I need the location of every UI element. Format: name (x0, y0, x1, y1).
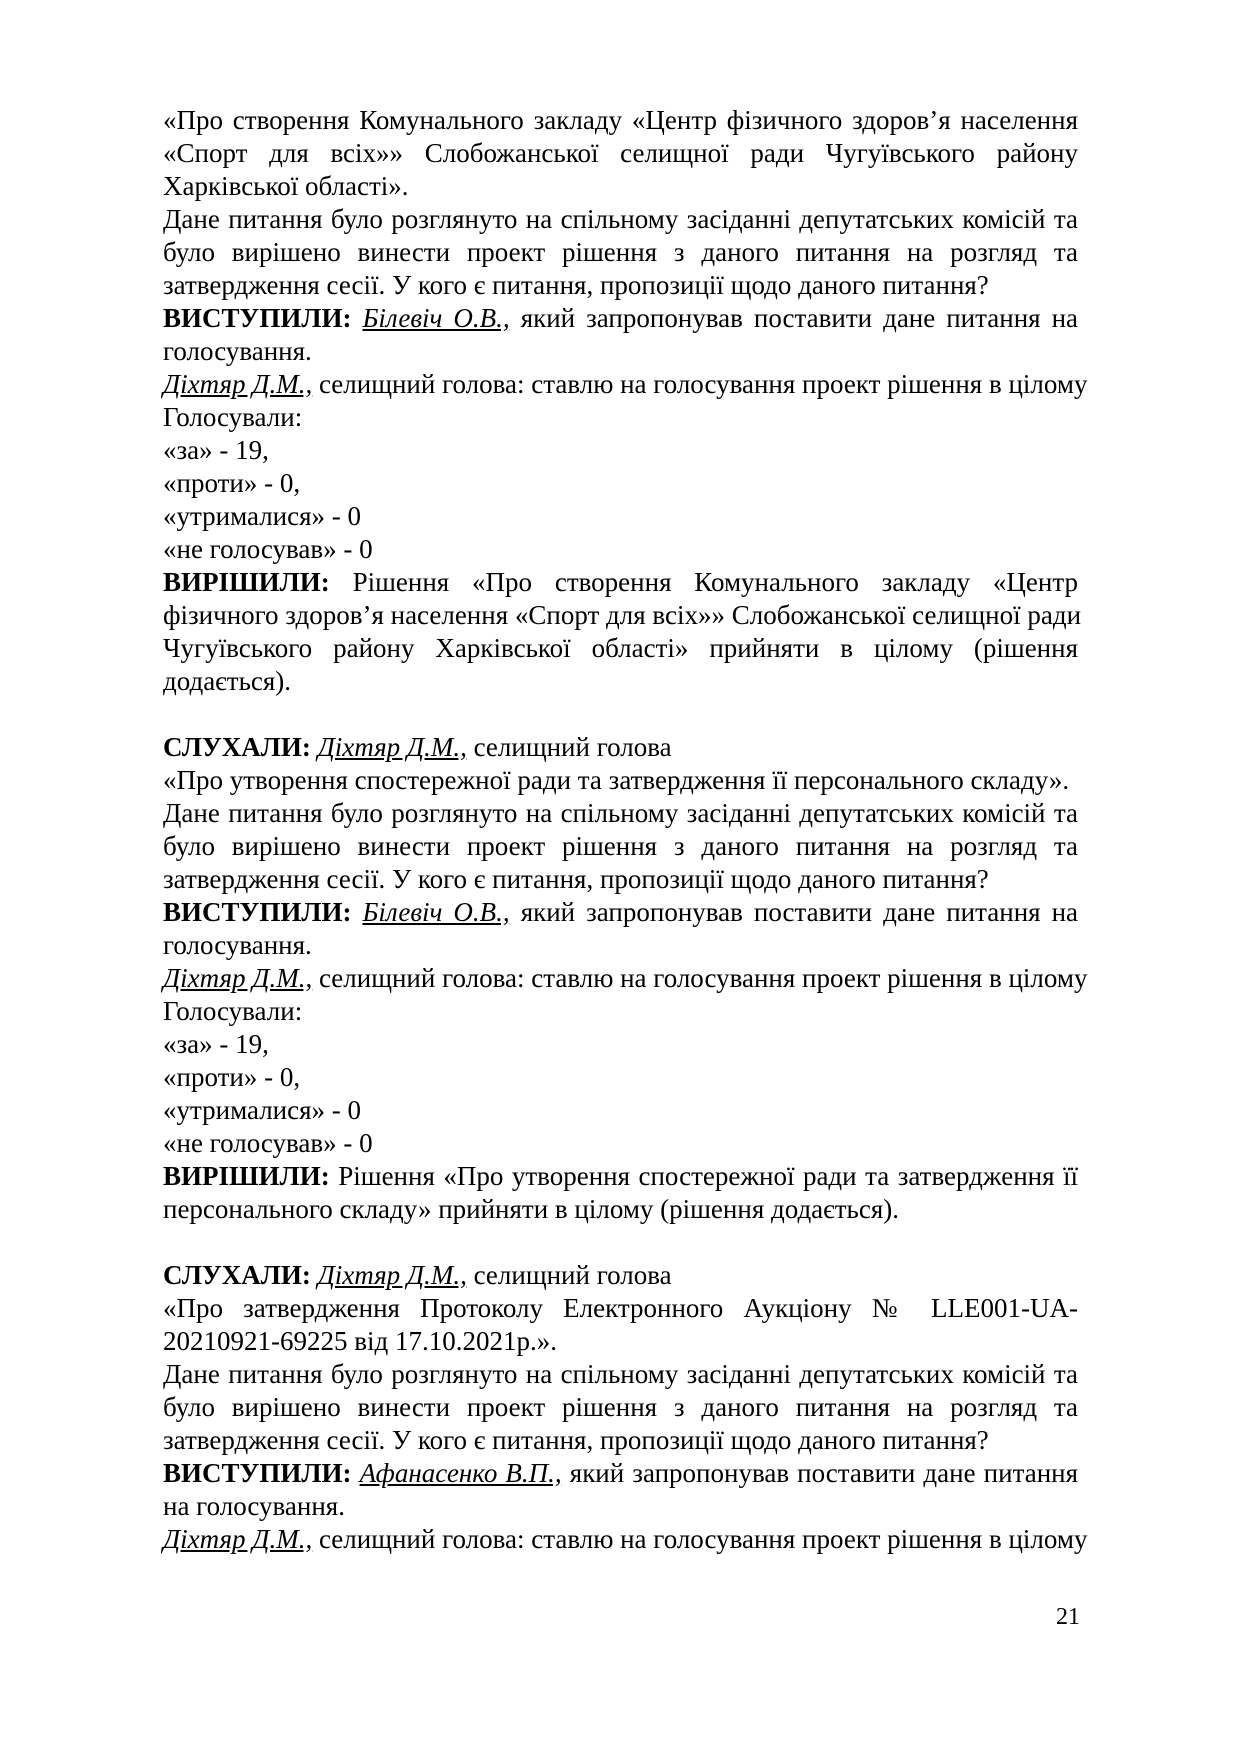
spoke-label: ВИСТУПИЛИ: (163, 303, 352, 333)
item-title-line: 20210921-69225 від 17.10.2021р.». (163, 1326, 557, 1356)
heard-label: СЛУХАЛИ: (163, 732, 311, 762)
decided-text: Рішення «Про утворення спостережної ради та затвердження її (329, 1161, 1078, 1191)
spoke-line-continued: голосування. (163, 336, 312, 366)
discussion-line: затвердження сесії. У кого є питання, пропозиції щодо даного питання? (163, 270, 989, 300)
vote-not-voted: «не голосував» - 0 (163, 534, 373, 564)
vote-not-voted: «не голосував» - 0 (163, 1128, 373, 1158)
vote-abstained: «утрималися» - 0 (163, 1095, 362, 1125)
heard-name: Діхтяр Д.М., (317, 1260, 467, 1290)
head-line (163, 962, 1088, 995)
heard-text: селищний голова (466, 1260, 672, 1290)
spoke-label: ВИСТУПИЛИ: (163, 1458, 352, 1488)
head-name: Діхтяр Д.М., (163, 1524, 313, 1554)
item-title-line: «Про утворення спостережної ради та затвердження її персонального складу». (163, 765, 1070, 795)
page-number: 21 (1056, 1604, 1080, 1630)
decided-text: Рішення «Про створення Комунального закладу «Центр (329, 567, 1078, 597)
spoke-text: який запропонував поставити дане питання на (509, 897, 1079, 927)
discussion-line: Дане питання було розглянуто на спільному засіданні депутатських комісій та (163, 1359, 1078, 1389)
decided-label: ВИРІШИЛИ: (163, 567, 330, 597)
spoke-text: який запропонував поставити дане питання на (509, 303, 1079, 333)
vote-against: «проти» - 0, (163, 1062, 301, 1092)
head-name: Діхтяр Д.М., (163, 369, 313, 399)
decided-line: фізичного здоров’я населення «Спорт для всіх»» Слобожанської селищної ради (163, 600, 1082, 630)
heard-label: СЛУХАЛИ: (163, 1260, 311, 1290)
heard-line (163, 1259, 1078, 1292)
spoke-line (163, 896, 1078, 929)
vote-heading: Голосували: (163, 996, 303, 1026)
spoke-line (163, 302, 1078, 335)
speaker-name: Білевіч О.В., (362, 897, 510, 927)
spoke-line (163, 1457, 1078, 1490)
head-name: Діхтяр Д.М., (163, 963, 313, 993)
spoke-text: який запропонував поставити дане питання (561, 1458, 1079, 1488)
spoke-line-continued: голосування. (163, 930, 312, 960)
item-title-line: Харківської області». (163, 171, 409, 201)
speaker-name: Білевіч О.В., (362, 303, 510, 333)
decided-line: персонального складу» прийняти в цілому (рішення додається). (163, 1194, 900, 1224)
spoke-line-continued: на голосування. (163, 1491, 345, 1521)
heard-name: Діхтяр Д.М., (317, 732, 467, 762)
decided-line: додається). (163, 666, 292, 696)
vote-for: «за» - 19, (163, 1029, 269, 1059)
discussion-line: Дане питання було розглянуто на спільному засіданні депутатських комісій та (163, 798, 1078, 828)
item-title-line: «Спорт для всіх»» Слобожанської селищної ради Чугуївського району (163, 138, 1078, 168)
speaker-name: Афанасенко В.П., (359, 1458, 562, 1488)
discussion-line: Дане питання було розглянуто на спільному засіданні депутатських комісій та (163, 204, 1078, 234)
head-text: селищний голова: ставлю на голосування проект рішення в цілому (312, 369, 1088, 399)
head-line (163, 1523, 1088, 1556)
item-title-line: «Про затвердження Протоколу Електронного Аукціону № LLE001-UA- (163, 1293, 1078, 1323)
vote-for: «за» - 19, (163, 435, 269, 465)
heard-text: селищний голова (466, 732, 672, 762)
vote-abstained: «утрималися» - 0 (163, 501, 362, 531)
item-title-line: «Про створення Комунального закладу «Центр фізичного здоров’я населення (163, 105, 1078, 135)
decided-line (163, 1160, 1078, 1193)
vote-heading: Голосували: (163, 402, 303, 432)
spacer (163, 698, 1078, 731)
decided-line (163, 566, 1078, 599)
discussion-line: затвердження сесії. У кого є питання, пропозиції щодо даного питання? (163, 864, 989, 894)
spoke-label: ВИСТУПИЛИ: (163, 897, 352, 927)
decided-label: ВИРІШИЛИ: (163, 1161, 330, 1191)
discussion-line: було вирішено винести проект рішення з даного питання на розгляд та (163, 831, 1078, 861)
head-text: селищний голова: ставлю на голосування проект рішення в цілому (312, 1524, 1088, 1554)
head-line (163, 368, 1088, 401)
heard-line (163, 731, 1078, 764)
spacer (163, 1226, 1078, 1259)
discussion-line: було вирішено винести проект рішення з даного питання на розгляд та (163, 237, 1078, 267)
discussion-line: затвердження сесії. У кого є питання, пропозиції щодо даного питання? (163, 1425, 989, 1455)
discussion-line: було вирішено винести проект рішення з даного питання на розгляд та (163, 1392, 1078, 1422)
head-text: селищний голова: ставлю на голосування проект рішення в цілому (312, 963, 1088, 993)
page-content (163, 104, 1088, 1556)
vote-against: «проти» - 0, (163, 468, 301, 498)
decided-line: Чугуївського району Харківської області» прийняти в цілому (рішення (163, 633, 1078, 663)
